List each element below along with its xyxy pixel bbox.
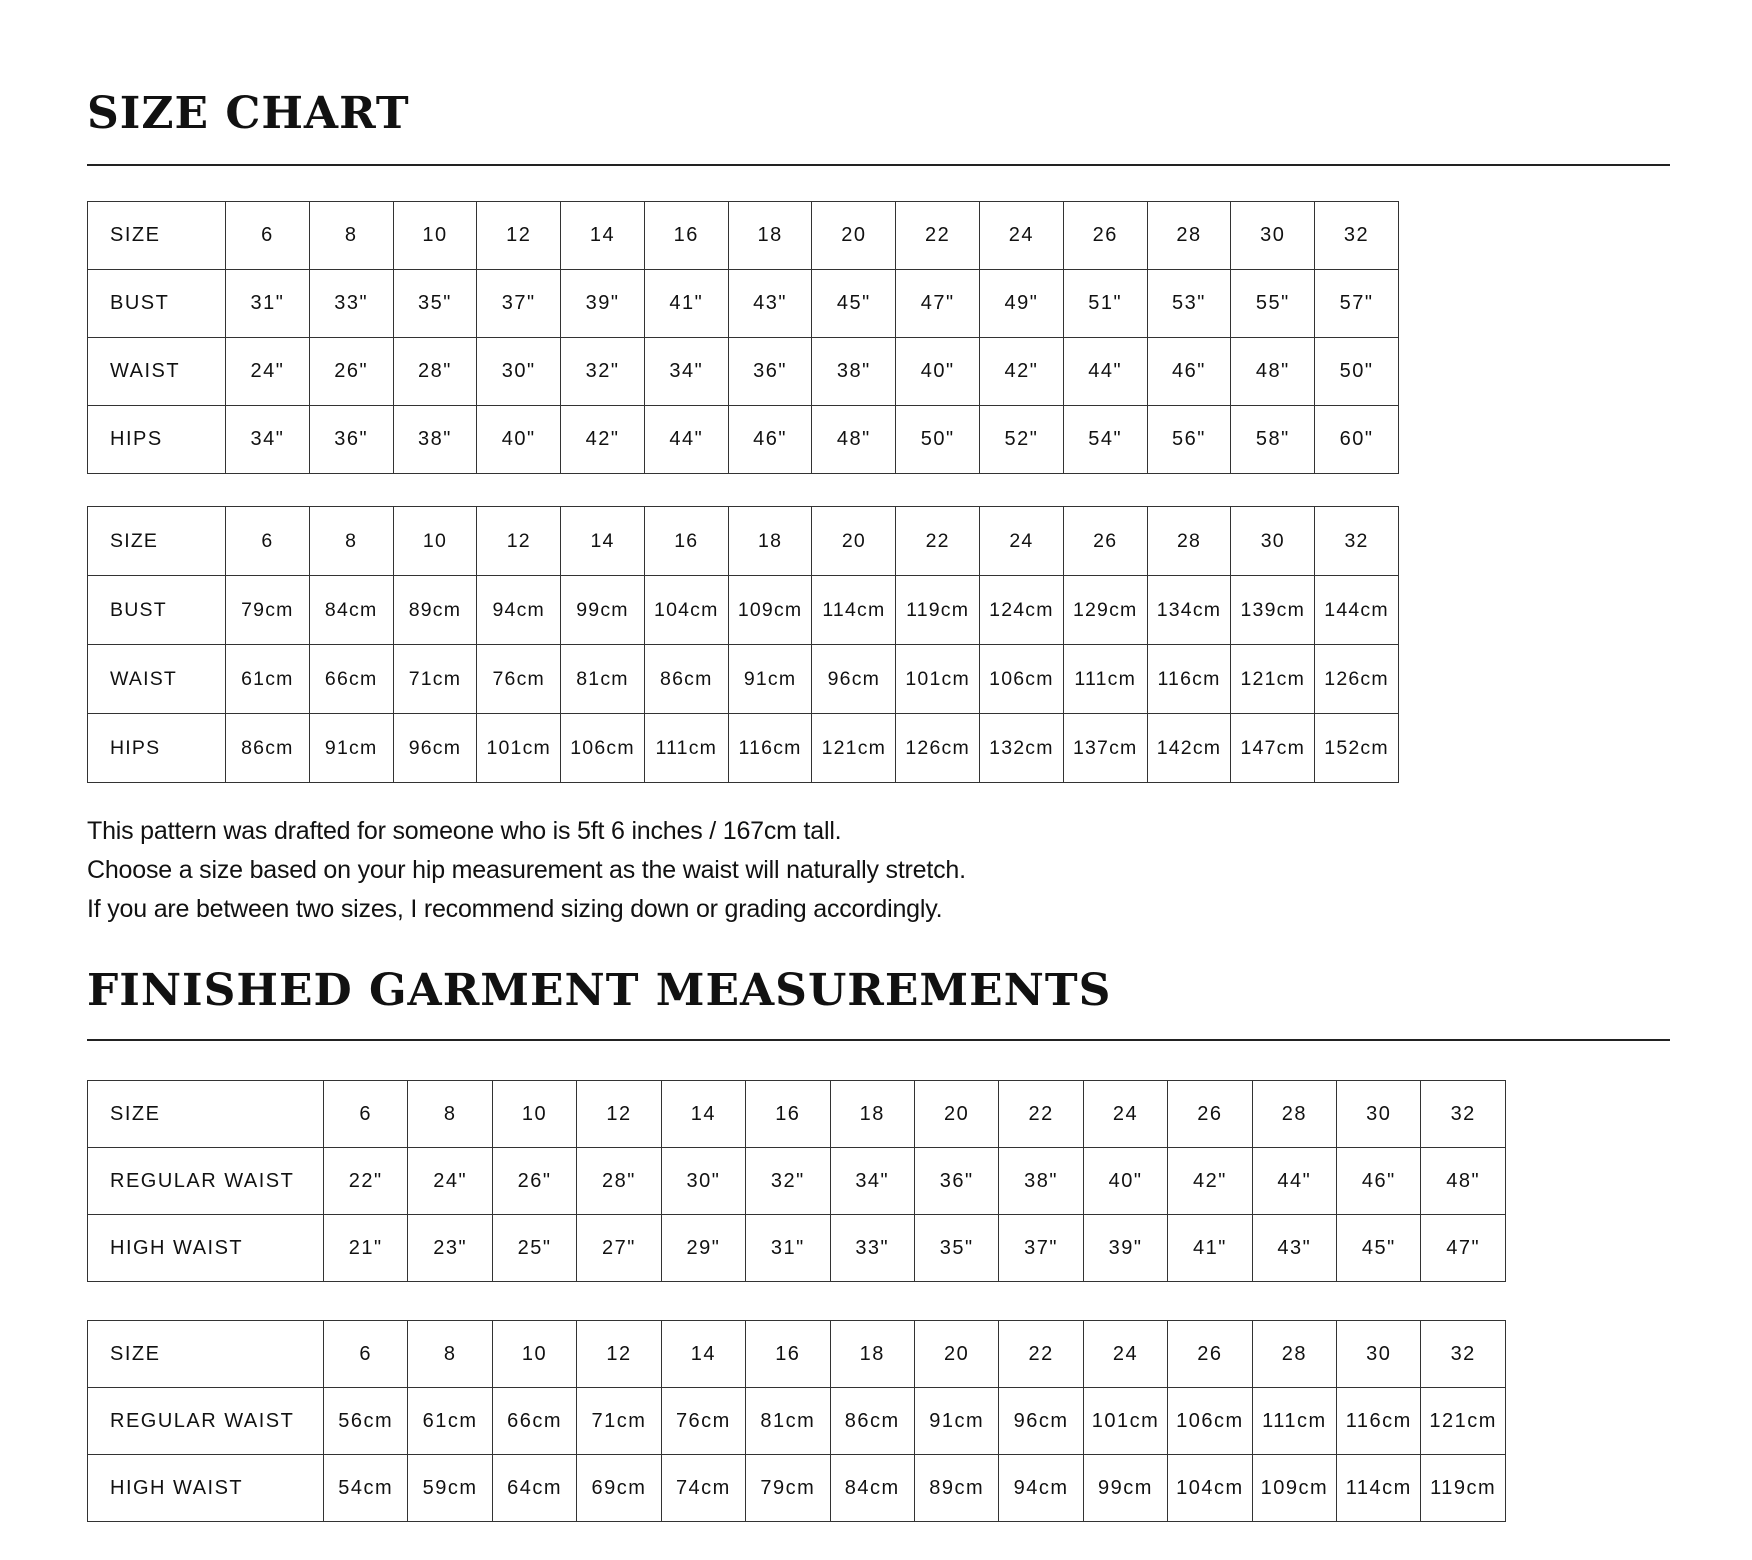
note-choose-size: Choose a size based on your hip measurement as the waist will naturally stretch. <box>87 856 966 884</box>
table-cell: 28 <box>1252 1321 1336 1388</box>
table-cell: 21" <box>324 1215 408 1282</box>
table-cell: 121cm <box>1231 645 1315 714</box>
table-cell: 53" <box>1147 270 1231 338</box>
table-row <box>88 576 1399 645</box>
row-label: REGULAR WAIST <box>88 1388 324 1455</box>
table-cell: 71cm <box>577 1388 661 1455</box>
table-cell: 27" <box>577 1215 661 1282</box>
table-cell: 38" <box>812 338 896 406</box>
table-row <box>88 714 1399 783</box>
header-row <box>88 1081 1506 1148</box>
table-cell: 106cm <box>561 714 645 783</box>
note-height: This pattern was drafted for someone who is 5ft 6 inches / 167cm tall. <box>87 817 842 845</box>
table-cell: 48" <box>812 406 896 474</box>
table-cell: 6 <box>226 507 310 576</box>
row-label: SIZE <box>88 1321 324 1388</box>
table-row <box>88 338 1399 406</box>
table-cell: 20 <box>914 1321 998 1388</box>
table-cell: 14 <box>661 1081 745 1148</box>
table-cell: 37" <box>477 270 561 338</box>
table-cell: 66cm <box>492 1388 576 1455</box>
table-cell: 28" <box>577 1148 661 1215</box>
row-label: HIGH WAIST <box>88 1455 324 1522</box>
table-cell: 57" <box>1315 270 1399 338</box>
table-cell: 46" <box>728 406 812 474</box>
table-cell: 28" <box>393 338 477 406</box>
table-cell: 26" <box>492 1148 576 1215</box>
table-cell: 126cm <box>1315 645 1399 714</box>
header-row <box>88 507 1399 576</box>
table-cell: 36" <box>914 1148 998 1215</box>
table-cell: 16 <box>644 202 728 270</box>
table-cell: 32 <box>1421 1081 1505 1148</box>
table-cell: 14 <box>561 202 645 270</box>
table-cell: 52" <box>980 406 1064 474</box>
table-cell: 40" <box>477 406 561 474</box>
table-cell: 50" <box>896 406 980 474</box>
finished-garment-divider <box>87 1039 1670 1041</box>
table-cell: 28 <box>1252 1081 1336 1148</box>
table-cell: 32 <box>1315 202 1399 270</box>
table-cell: 31" <box>226 270 310 338</box>
table-cell: 34" <box>830 1148 914 1215</box>
table-cell: 30 <box>1231 507 1315 576</box>
table-cell: 22 <box>896 202 980 270</box>
table-cell: 41" <box>1168 1215 1252 1282</box>
table-cell: 44" <box>1063 338 1147 406</box>
table-cell: 34" <box>226 406 310 474</box>
table-cell: 12 <box>577 1081 661 1148</box>
row-label: WAIST <box>88 338 226 406</box>
table-cell: 18 <box>830 1081 914 1148</box>
table-cell: 116cm <box>1337 1388 1421 1455</box>
table-cell: 147cm <box>1231 714 1315 783</box>
table-cell: 6 <box>324 1081 408 1148</box>
table-cell: 36" <box>728 338 812 406</box>
table-cell: 101cm <box>1083 1388 1167 1455</box>
table-cell: 36" <box>309 406 393 474</box>
table-cell: 34" <box>644 338 728 406</box>
table-cell: 109cm <box>728 576 812 645</box>
table-cell: 114cm <box>1337 1455 1421 1522</box>
table-cell: 142cm <box>1147 714 1231 783</box>
table-cell: 28 <box>1147 202 1231 270</box>
table-cell: 39" <box>561 270 645 338</box>
table-cell: 8 <box>408 1081 492 1148</box>
table-cell: 8 <box>309 507 393 576</box>
table-cell: 94cm <box>999 1455 1083 1522</box>
row-label: REGULAR WAIST <box>88 1148 324 1215</box>
table-cell: 18 <box>728 202 812 270</box>
table-cell: 24 <box>1083 1321 1167 1388</box>
table-cell: 86cm <box>644 645 728 714</box>
table-cell: 119cm <box>896 576 980 645</box>
table-cell: 54" <box>1063 406 1147 474</box>
table-cell: 24 <box>980 507 1064 576</box>
table-cell: 32 <box>1315 507 1399 576</box>
row-label: HIPS <box>88 406 226 474</box>
table-cell: 32" <box>561 338 645 406</box>
table-cell: 22 <box>896 507 980 576</box>
table-cell: 111cm <box>1252 1388 1336 1455</box>
table-cell: 30 <box>1337 1081 1421 1148</box>
table-row <box>88 1148 1506 1215</box>
table-cell: 6 <box>324 1321 408 1388</box>
table-cell: 33" <box>830 1215 914 1282</box>
table-cell: 24 <box>980 202 1064 270</box>
table-cell: 91cm <box>728 645 812 714</box>
size-chart-title: SIZE CHART <box>87 88 410 139</box>
table-cell: 99cm <box>1083 1455 1167 1522</box>
table-cell: 33" <box>309 270 393 338</box>
table-cell: 24 <box>1083 1081 1167 1148</box>
table-cell: 81cm <box>746 1388 830 1455</box>
table-cell: 61cm <box>226 645 310 714</box>
table-cell: 32 <box>1421 1321 1505 1388</box>
table-cell: 24" <box>408 1148 492 1215</box>
table-cell: 96cm <box>999 1388 1083 1455</box>
table-cell: 76cm <box>661 1388 745 1455</box>
row-label: BUST <box>88 576 226 645</box>
table-cell: 20 <box>812 507 896 576</box>
table-cell: 81cm <box>561 645 645 714</box>
table-cell: 26 <box>1168 1081 1252 1148</box>
table-cell: 47" <box>1421 1215 1505 1282</box>
table-row <box>88 406 1399 474</box>
table-cell: 23" <box>408 1215 492 1282</box>
table-cell: 20 <box>914 1081 998 1148</box>
table-cell: 111cm <box>644 714 728 783</box>
table-cell: 46" <box>1147 338 1231 406</box>
table-cell: 59cm <box>408 1455 492 1522</box>
table-row <box>88 1388 1506 1455</box>
table-row <box>88 645 1399 714</box>
table-cell: 6 <box>226 202 310 270</box>
table-cell: 144cm <box>1315 576 1399 645</box>
table-cell: 48" <box>1421 1148 1505 1215</box>
table-cell: 12 <box>577 1321 661 1388</box>
table-cell: 84cm <box>830 1455 914 1522</box>
table-cell: 101cm <box>477 714 561 783</box>
table-cell: 26 <box>1063 507 1147 576</box>
table-cell: 111cm <box>1063 645 1147 714</box>
table-cell: 30 <box>1231 202 1315 270</box>
table-cell: 104cm <box>1168 1455 1252 1522</box>
table-cell: 58" <box>1231 406 1315 474</box>
table-cell: 16 <box>746 1081 830 1148</box>
table-cell: 48" <box>1231 338 1315 406</box>
table-cell: 121cm <box>812 714 896 783</box>
table-cell: 91cm <box>309 714 393 783</box>
table-cell: 79cm <box>226 576 310 645</box>
table-cell: 76cm <box>477 645 561 714</box>
table-cell: 54cm <box>324 1455 408 1522</box>
table-cell: 45" <box>1337 1215 1421 1282</box>
table-cell: 116cm <box>1147 645 1231 714</box>
table-cell: 8 <box>309 202 393 270</box>
table-cell: 96cm <box>812 645 896 714</box>
table-cell: 10 <box>393 507 477 576</box>
table-cell: 137cm <box>1063 714 1147 783</box>
table-cell: 44" <box>1252 1148 1336 1215</box>
table-cell: 101cm <box>896 645 980 714</box>
row-label: WAIST <box>88 645 226 714</box>
table-cell: 134cm <box>1147 576 1231 645</box>
table-cell: 89cm <box>914 1455 998 1522</box>
table-cell: 32" <box>746 1148 830 1215</box>
table-cell: 25" <box>492 1215 576 1282</box>
table-cell: 86cm <box>830 1388 914 1455</box>
table-cell: 51" <box>1063 270 1147 338</box>
row-label: BUST <box>88 270 226 338</box>
table-cell: 86cm <box>226 714 310 783</box>
table-cell: 139cm <box>1231 576 1315 645</box>
table-cell: 45" <box>812 270 896 338</box>
table-cell: 26 <box>1168 1321 1252 1388</box>
table-cell: 12 <box>477 507 561 576</box>
table-cell: 22 <box>999 1081 1083 1148</box>
table-cell: 96cm <box>393 714 477 783</box>
header-row <box>88 1321 1506 1388</box>
table-cell: 41" <box>644 270 728 338</box>
table-cell: 8 <box>408 1321 492 1388</box>
table-cell: 66cm <box>309 645 393 714</box>
table-cell: 56cm <box>324 1388 408 1455</box>
table-cell: 37" <box>999 1215 1083 1282</box>
row-label: SIZE <box>88 202 226 270</box>
table-cell: 16 <box>746 1321 830 1388</box>
finished-garment-title: FINISHED GARMENT MEASUREMENTS <box>87 965 1112 1016</box>
table-cell: 14 <box>561 507 645 576</box>
table-cell: 30" <box>661 1148 745 1215</box>
table-cell: 50" <box>1315 338 1399 406</box>
table-cell: 46" <box>1337 1148 1421 1215</box>
table-cell: 84cm <box>309 576 393 645</box>
table-cell: 132cm <box>980 714 1064 783</box>
table-cell: 14 <box>661 1321 745 1388</box>
table-cell: 126cm <box>896 714 980 783</box>
table-cell: 43" <box>1252 1215 1336 1282</box>
finished-garment-cm-table <box>87 1320 1506 1522</box>
table-cell: 24" <box>226 338 310 406</box>
table-cell: 38" <box>393 406 477 474</box>
table-cell: 30 <box>1337 1321 1421 1388</box>
table-cell: 43" <box>728 270 812 338</box>
table-cell: 106cm <box>1168 1388 1252 1455</box>
table-cell: 12 <box>477 202 561 270</box>
table-row <box>88 1455 1506 1522</box>
table-cell: 39" <box>1083 1215 1167 1282</box>
note-between-sizes: If you are between two sizes, I recommend sizing down or grading accordingly. <box>87 895 943 923</box>
table-cell: 47" <box>896 270 980 338</box>
row-label: SIZE <box>88 507 226 576</box>
table-cell: 119cm <box>1421 1455 1505 1522</box>
table-cell: 104cm <box>644 576 728 645</box>
row-label: SIZE <box>88 1081 324 1148</box>
table-cell: 16 <box>644 507 728 576</box>
table-cell: 106cm <box>980 645 1064 714</box>
table-cell: 61cm <box>408 1388 492 1455</box>
table-cell: 116cm <box>728 714 812 783</box>
table-cell: 99cm <box>561 576 645 645</box>
table-cell: 60" <box>1315 406 1399 474</box>
table-cell: 28 <box>1147 507 1231 576</box>
size-chart-cm-table <box>87 506 1399 783</box>
table-cell: 10 <box>492 1321 576 1388</box>
table-cell: 42" <box>561 406 645 474</box>
table-cell: 64cm <box>492 1455 576 1522</box>
table-cell: 109cm <box>1252 1455 1336 1522</box>
table-cell: 29" <box>661 1215 745 1282</box>
table-cell: 35" <box>914 1215 998 1282</box>
table-cell: 18 <box>830 1321 914 1388</box>
size-notes <box>87 812 966 929</box>
table-cell: 69cm <box>577 1455 661 1522</box>
header-row <box>88 202 1399 270</box>
table-cell: 74cm <box>661 1455 745 1522</box>
table-cell: 31" <box>746 1215 830 1282</box>
table-cell: 114cm <box>812 576 896 645</box>
table-cell: 94cm <box>477 576 561 645</box>
table-cell: 26 <box>1063 202 1147 270</box>
table-cell: 22" <box>324 1148 408 1215</box>
table-cell: 79cm <box>746 1455 830 1522</box>
table-cell: 40" <box>896 338 980 406</box>
table-cell: 40" <box>1083 1148 1167 1215</box>
table-cell: 38" <box>999 1148 1083 1215</box>
table-row <box>88 1215 1506 1282</box>
size-chart-divider <box>87 164 1670 166</box>
table-cell: 91cm <box>914 1388 998 1455</box>
table-cell: 129cm <box>1063 576 1147 645</box>
table-row <box>88 270 1399 338</box>
table-cell: 56" <box>1147 406 1231 474</box>
table-cell: 71cm <box>393 645 477 714</box>
table-cell: 55" <box>1231 270 1315 338</box>
table-cell: 20 <box>812 202 896 270</box>
table-cell: 121cm <box>1421 1388 1505 1455</box>
row-label: HIPS <box>88 714 226 783</box>
size-chart-inches-table <box>87 201 1399 474</box>
table-cell: 89cm <box>393 576 477 645</box>
table-cell: 152cm <box>1315 714 1399 783</box>
table-cell: 10 <box>393 202 477 270</box>
table-cell: 18 <box>728 507 812 576</box>
table-cell: 42" <box>980 338 1064 406</box>
row-label: HIGH WAIST <box>88 1215 324 1282</box>
table-cell: 10 <box>492 1081 576 1148</box>
table-cell: 49" <box>980 270 1064 338</box>
finished-garment-inches-table <box>87 1080 1506 1282</box>
table-cell: 124cm <box>980 576 1064 645</box>
table-cell: 22 <box>999 1321 1083 1388</box>
table-cell: 35" <box>393 270 477 338</box>
table-cell: 44" <box>644 406 728 474</box>
table-cell: 26" <box>309 338 393 406</box>
table-cell: 42" <box>1168 1148 1252 1215</box>
table-cell: 30" <box>477 338 561 406</box>
